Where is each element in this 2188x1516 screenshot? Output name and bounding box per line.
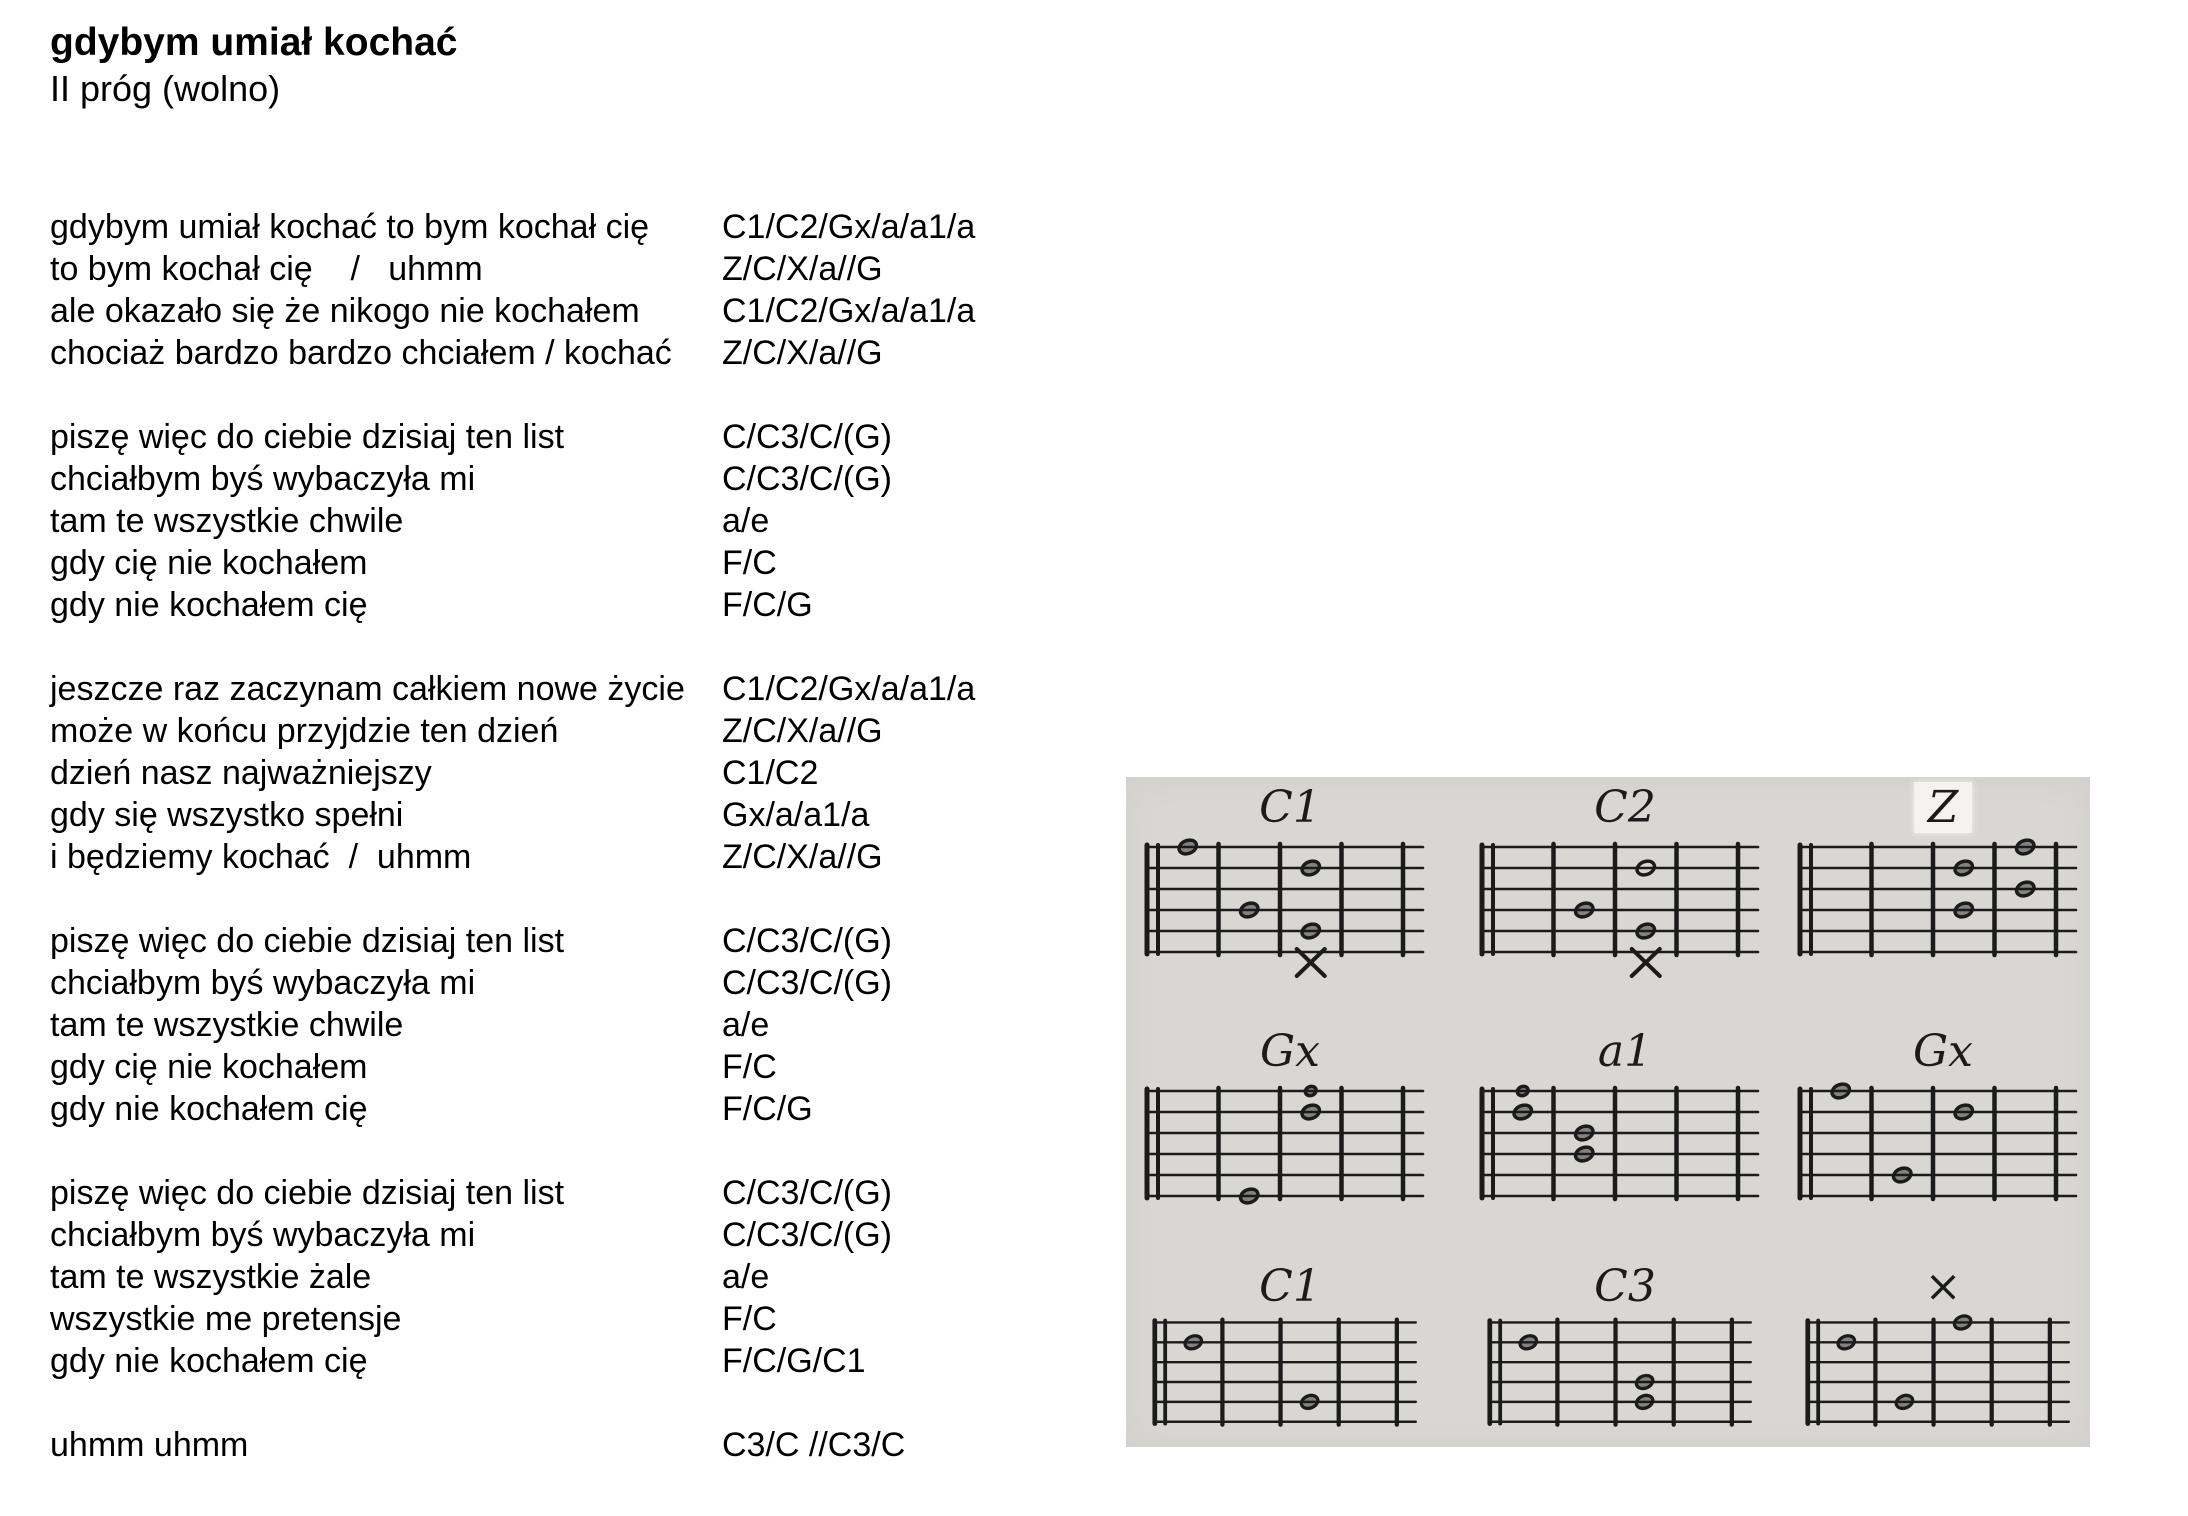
- song-subtitle: II próg (wolno): [50, 68, 281, 109]
- song-line: [50, 962, 975, 1004]
- chord-name: C1: [1259, 782, 1321, 833]
- chord-diagram-label: [1475, 1261, 1775, 1313]
- song-line: [50, 458, 975, 500]
- chord-sequence-text: C/C3/C/(G): [722, 1173, 892, 1212]
- chord-sequence-text: C/C3/C/(G): [722, 963, 892, 1002]
- stanza: [50, 416, 975, 626]
- lyric-text: gdy cię nie kochałem: [50, 543, 368, 582]
- chord-sequence-text: C1/C2/Gx/a/a1/a: [722, 207, 976, 246]
- chord-diagram-c1: [1140, 837, 1440, 987]
- song-line: [50, 206, 975, 248]
- chord-diagram-cell: [1461, 1261, 1779, 1455]
- song-line: [50, 290, 975, 332]
- chord-diagram-cell: [1461, 1026, 1779, 1264]
- chord-diagram-cell: [1461, 782, 1779, 1029]
- song-line: [50, 416, 975, 458]
- lyric-text: piszę więc do ciebie dzisiaj ten list: [50, 417, 565, 456]
- chord-diagram-c2: [1475, 837, 1775, 987]
- lyric-text: piszę więc do ciebie dzisiaj ten list: [50, 1173, 565, 1212]
- song-line: [50, 1004, 975, 1046]
- song-line: [50, 542, 975, 584]
- chord-diagram-label: [1475, 1026, 1775, 1081]
- song-line: [50, 584, 975, 626]
- chord-diagram-cell: [1126, 782, 1461, 1029]
- stanza: [50, 668, 975, 878]
- chord-diagram-c3: [1475, 1313, 1775, 1455]
- lyric-text: gdy nie kochałem cię: [50, 1341, 368, 1380]
- chord-diagram-c1-2: [1140, 1313, 1440, 1455]
- stanza: [50, 1424, 975, 1466]
- chord-diagram-cell: [1779, 782, 2090, 1029]
- chord-diagram-gx-2: [1793, 1081, 2093, 1231]
- chord-sequence-text: C/C3/C/(G): [722, 921, 892, 960]
- chord-diagram-x: [1793, 1313, 2093, 1455]
- chord-sequence-text: Z/C/X/a//G: [722, 837, 883, 876]
- lyric-text: to bym kochał cię / uhmm: [50, 249, 483, 288]
- lyric-text: piszę więc do ciebie dzisiaj ten list: [50, 921, 565, 960]
- song-line: [50, 1424, 975, 1466]
- song-line: [50, 332, 975, 374]
- chord-sequence-text: F/C/G/C1: [722, 1341, 866, 1380]
- lyric-text: jeszcze raz zaczynam całkiem nowe życie: [50, 669, 685, 708]
- lyric-text: tam te wszystkie chwile: [50, 1005, 404, 1044]
- lyric-text: tam te wszystkie żale: [50, 1257, 372, 1296]
- lyric-text: dzień nasz najważniejszy: [50, 753, 432, 792]
- chord-sequence-text: Z/C/X/a//G: [722, 333, 883, 372]
- song-line: [50, 710, 975, 752]
- chord-diagram-label: [1140, 1026, 1440, 1081]
- song-line: [50, 836, 975, 878]
- chord-sequence-text: C/C3/C/(G): [722, 417, 892, 456]
- song-body: [50, 206, 975, 1508]
- chord-sequence-text: Gx/a/a1/a: [722, 795, 870, 834]
- chord-name: C3: [1594, 1261, 1656, 1312]
- lyric-text: gdy się wszystko spełni: [50, 795, 404, 834]
- song-line: [50, 1214, 975, 1256]
- lyric-text: może w końcu przyjdzie ten dzień: [50, 711, 559, 750]
- chord-diagram-label: [1140, 1261, 1440, 1313]
- chord-diagram-cell: [1779, 1261, 2090, 1455]
- chord-name: Gx: [1913, 1026, 1973, 1077]
- lyric-text: uhmm uhmm: [50, 1425, 249, 1464]
- chord-diagram-a1: [1475, 1081, 1775, 1231]
- lyric-text: chciałbym byś wybaczyła mi: [50, 1215, 476, 1254]
- song-line: [50, 752, 975, 794]
- chord-diagram-label: [1475, 782, 1775, 837]
- chord-name: Gx: [1260, 1026, 1320, 1077]
- chord-sequence-text: C3/C //C3/C: [722, 1425, 906, 1464]
- song-line: [50, 1172, 975, 1214]
- stanza: [50, 206, 975, 374]
- lyric-text: gdy nie kochałem cię: [50, 585, 368, 624]
- lyric-text: wszystkie me pretensje: [50, 1299, 402, 1338]
- chord-name: a1: [1597, 1026, 1653, 1077]
- chord-sequence-text: C1/C2: [722, 753, 819, 792]
- stanza: [50, 920, 975, 1130]
- chord-sequence-text: C/C3/C/(G): [722, 459, 892, 498]
- chord-sequence-text: F/C: [722, 543, 777, 582]
- chord-diagram-gx-1: [1140, 1081, 1440, 1231]
- song-line: [50, 794, 975, 836]
- lyric-text: ale okazało się że nikogo nie kochałem: [50, 291, 640, 330]
- lyric-text: chciałbym byś wybaczyła mi: [50, 459, 476, 498]
- chord-sequence-text: F/C/G: [722, 1089, 813, 1128]
- song-header: [50, 20, 457, 112]
- chord-sequence-text: Z/C/X/a//G: [722, 249, 883, 288]
- chord-name: ×: [1924, 1261, 1962, 1312]
- chord-sequence-text: C1/C2/Gx/a/a1/a: [722, 669, 976, 708]
- song-line: [50, 668, 975, 710]
- chord-sequence-text: F/C: [722, 1299, 777, 1338]
- stanza: [50, 1172, 975, 1382]
- chord-sequence-text: C/C3/C/(G): [722, 1215, 892, 1254]
- chord-name: C1: [1259, 1261, 1321, 1312]
- chord-sequence-text: F/C/G: [722, 585, 813, 624]
- chord-diagram-cell: [1126, 1026, 1461, 1264]
- lyric-text: tam te wszystkie chwile: [50, 501, 404, 540]
- lyric-text: gdy cię nie kochałem: [50, 1047, 368, 1086]
- song-line: [50, 1340, 975, 1382]
- chord-diagram-label: [1793, 782, 2093, 837]
- chord-chart-photo: [1126, 777, 2090, 1447]
- song-line: [50, 1298, 975, 1340]
- chord-sequence-text: a/e: [722, 1005, 770, 1044]
- song-title: gdybym umiał kochać: [50, 21, 458, 64]
- song-line: [50, 920, 975, 962]
- song-line: [50, 1088, 975, 1130]
- lyric-text: chociaż bardzo bardzo chciałem / kochać: [50, 333, 672, 372]
- chord-diagram-label: [1793, 1026, 2093, 1081]
- chord-diagram-z: [1793, 837, 2093, 987]
- lyric-text: chciałbym byś wybaczyła mi: [50, 963, 476, 1002]
- chord-diagram-cell: [1779, 1026, 2090, 1264]
- chord-diagram-label: [1793, 1261, 2093, 1313]
- chord-sequence-text: C1/C2/Gx/a/a1/a: [722, 291, 976, 330]
- song-line: [50, 500, 975, 542]
- song-line: [50, 1256, 975, 1298]
- chord-name: C2: [1594, 782, 1656, 833]
- chord-sequence-text: a/e: [722, 501, 770, 540]
- chord-sequence-text: a/e: [722, 1257, 770, 1296]
- song-line: [50, 248, 975, 290]
- song-line: [50, 1046, 975, 1088]
- chord-diagram-label: [1140, 782, 1440, 837]
- chord-sequence-text: F/C: [722, 1047, 777, 1086]
- lyric-text: gdybym umiał kochać to bym kochał cię: [50, 207, 650, 246]
- lyric-text: i będziemy kochać / uhmm: [50, 837, 472, 876]
- chord-diagram-cell: [1126, 1261, 1461, 1455]
- chord-sequence-text: Z/C/X/a//G: [722, 711, 883, 750]
- lyric-text: gdy nie kochałem cię: [50, 1089, 368, 1128]
- chord-name: Z: [1914, 782, 1973, 833]
